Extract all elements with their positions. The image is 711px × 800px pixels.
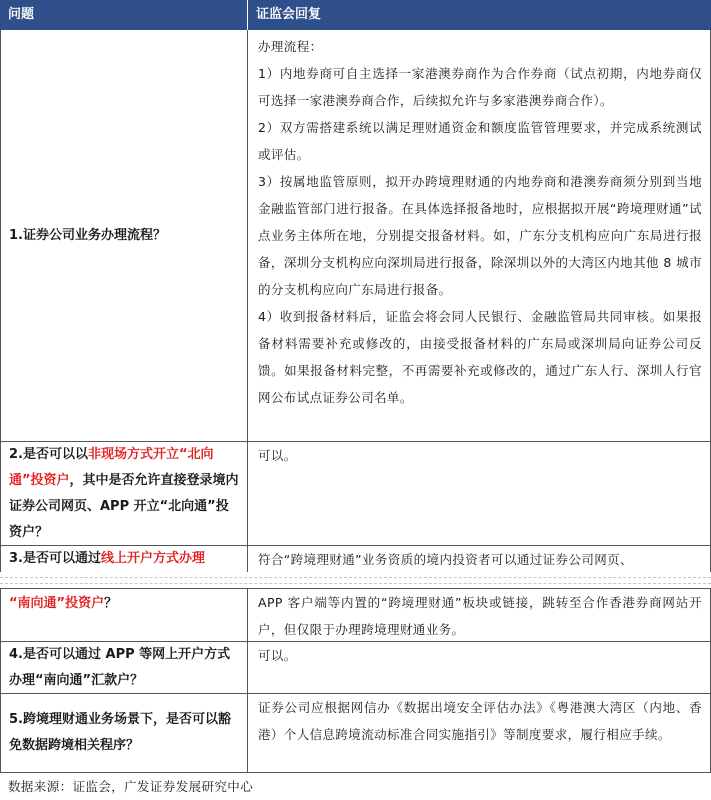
table-row (0, 30, 711, 442)
page-break-line (0, 583, 711, 584)
answer-line: 办理流程： (258, 39, 323, 54)
answer-cell (248, 589, 711, 642)
header-reply: 证监会回复 (256, 7, 322, 22)
question-highlight: 线上开户方式办理 (100, 551, 205, 566)
question-cell (0, 546, 248, 573)
question-cell (0, 589, 248, 642)
question-highlight: 非现场方式开立“北向通”投资户 (9, 446, 214, 488)
question-cell (0, 30, 248, 442)
question-text (9, 442, 239, 546)
header-question: 问题 (0, 0, 248, 30)
answer-line: 4）收到报备材料后，证监会将会同人民银行、金融监管局共同审核。如果报备材料需要补充或修改的，由接受报备材料的广东局或深圳局向证券公司反馈。如果报备材料完整，不再需要补充或修改的，通过广东人行、深圳人行官网公布试点证券公司名单。 (258, 309, 702, 405)
table-row (0, 642, 711, 694)
answer-line: APP 客户端等内置的“跨境理财通”板块或链接，跳转至合作香港券商网站开户，但仅限于办理跨境理财通业务。 (258, 595, 702, 637)
question-suffix: ？ (104, 596, 118, 611)
question-text (9, 591, 117, 617)
question-text: 5.跨境理财通业务场景下，是否可以豁免数据跨境相关程序？ (9, 712, 231, 753)
question-text: 1.证券公司业务办理流程？ (9, 227, 166, 243)
page-break-line (0, 577, 711, 578)
answer-line: 3）按属地监管原则，拟开办跨境理财通的内地券商和港澳券商须分别到当地金融监管部门进行报备。在具体选择报备地时，应根据拟开展“跨境理财通”试点业务主体所在地，分别提交报备材料。如，广东分支机构应向广东局进行报备，深圳分支机构应向深圳局进行报备，除深圳以外的大湾区内地其他 8 城市的分支机构应向广东局进行报备。 (258, 174, 702, 297)
question-text: 4.是否可以通过 APP 等网上开户方式办理“南向通”汇款户？ (9, 646, 231, 688)
source-note: 数据来源：证监会，广发证券发展研究中心 (8, 779, 254, 794)
question-highlight: “南向通”投资户 (9, 596, 105, 611)
question-suffix: ，其中是否允许直接登录境内证券公司网页、APP 开立“北向通”投资户？ (9, 472, 239, 540)
table-row (0, 588, 711, 642)
answer-cell (248, 642, 711, 694)
answer-cell (248, 442, 711, 546)
table-row (0, 694, 711, 773)
table-row (0, 546, 711, 573)
answer-line: 符合“跨境理财通”业务资质的境内投资者可以通过证券公司网页、 (258, 552, 633, 567)
question-cell (0, 642, 248, 694)
question-text (9, 546, 205, 572)
answer-line: 证券公司应根据网信办《数据出境安全评估办法》《粤港澳大湾区（内地、香港）个人信息跨境流动标准合同实施指引》等制度要求，履行相应手续。 (258, 700, 702, 742)
table-row (0, 442, 711, 546)
answer-line: 可以。 (258, 648, 297, 663)
table-header (0, 0, 711, 30)
answer-cell (248, 694, 711, 773)
question-prefix: 3.是否可以通过 (9, 551, 101, 566)
answer-line: 2）双方需搭建系统以满足理财通资金和额度监管管理要求，并完成系统测试或评估。 (258, 120, 702, 162)
question-prefix: 2.是否可以以 (9, 446, 88, 462)
answer-cell (248, 30, 711, 442)
question-cell (0, 694, 248, 773)
answer-line: 可以。 (258, 448, 297, 463)
answer-line: 1）内地券商可自主选择一家港澳券商作为合作券商（试点初期，内地券商仅可选择一家港澳券商合作，后续拟允许与多家港澳券商合作）。 (258, 66, 702, 108)
answer-cell (248, 546, 711, 573)
question-cell (0, 442, 248, 546)
page-break (0, 572, 711, 588)
